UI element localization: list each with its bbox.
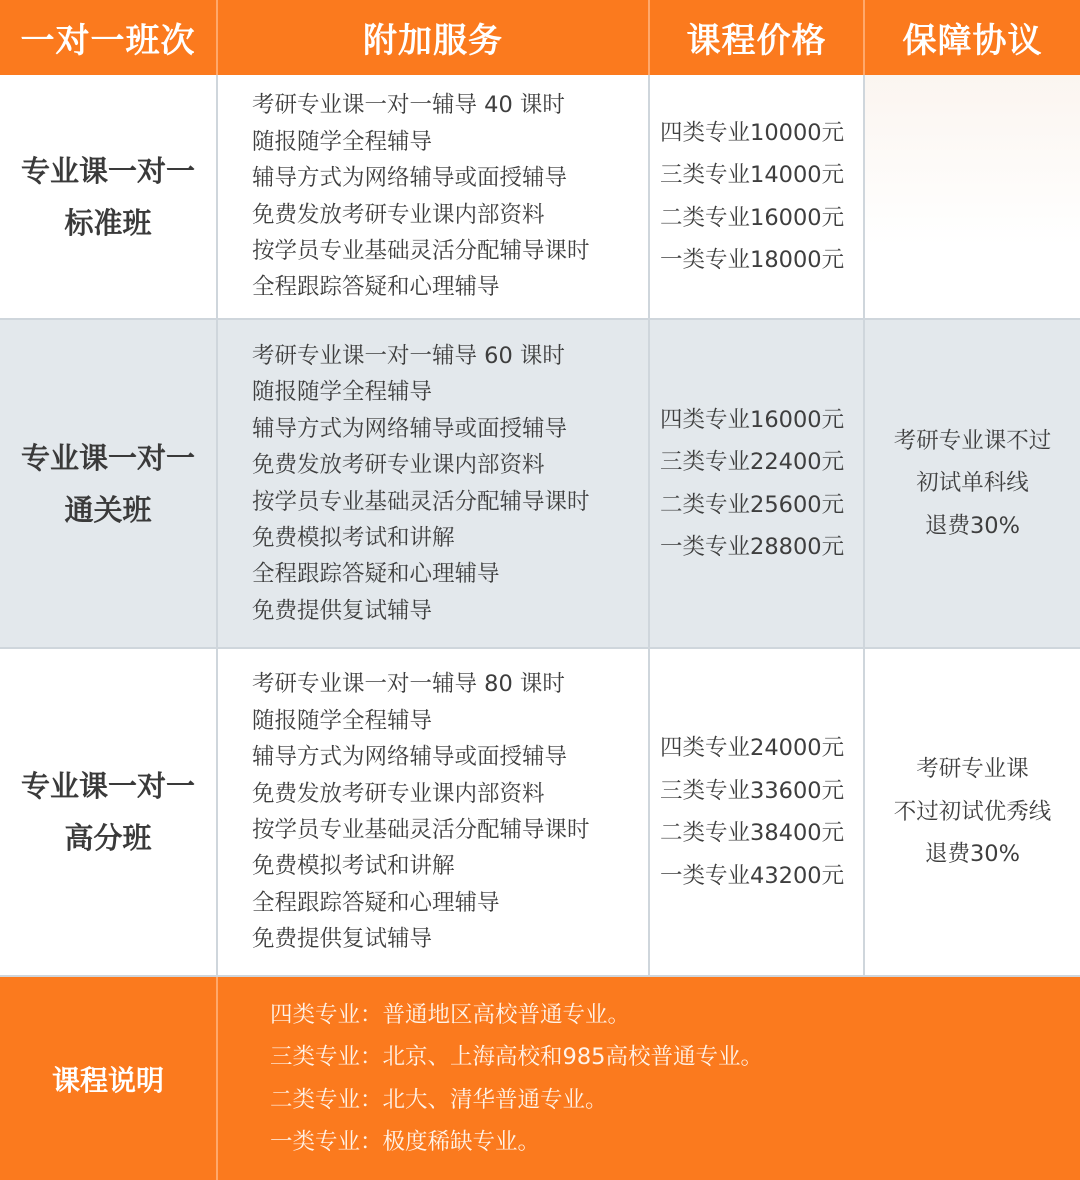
note-item: 一类专业：极度稀缺专业。 [270,1129,541,1155]
guarantee-line: 考研专业课 [916,756,1029,783]
service-item: 辅导方式为网络辅导或面授辅导 [252,744,568,771]
price-item: 二类专业25600元 [660,491,845,518]
service-item: 按学员专业基础灵活分配辅导课时 [252,237,590,264]
row-pass-prices [650,320,865,649]
guarantee-line: 退费30% [924,841,1020,868]
note-item: 三类专业：北京、上海高校和985高校普通专业。 [270,1044,763,1070]
row-standard-name [0,75,218,320]
service-item: 免费发放考研专业课内部资料 [252,452,545,479]
service-item: 考研专业课一对一辅导 80 课时 [252,671,565,698]
service-item: 免费模拟考试和讲解 [252,524,455,551]
row-standard-prices [650,75,865,320]
class-name-line2: 高分班 [64,821,152,855]
service-item: 考研专业课一对一辅导 40 课时 [252,92,565,119]
row-pass-services [218,320,650,649]
class-name-line1: 专业课一对一 [20,153,195,188]
note-item: 二类专业：北大、清华普通专业。 [270,1086,608,1113]
row-highscore-guarantee [865,649,1080,977]
service-item: 按学员专业基础灵活分配辅导课时 [252,817,590,843]
service-item: 全程跟踪答疑和心理辅导 [252,889,500,916]
price-item: 三类专业33600元 [660,777,845,804]
course-notes-label: 课程说明 [0,977,218,1180]
course-notes [218,977,1080,1180]
guarantee-line: 不过初试优秀线 [893,798,1052,825]
price-item: 一类专业28800元 [660,534,845,560]
service-item: 随报随学全程辅导 [252,707,433,734]
service-item: 免费模拟考试和讲解 [252,853,455,880]
service-item: 免费发放考研专业课内部资料 [252,780,545,807]
price-item: 二类专业38400元 [660,820,845,846]
row-highscore-services [218,649,650,977]
class-name-line2: 通关班 [64,492,152,527]
guarantee-line: 退费30% [924,512,1020,539]
class-name-line2: 标准班 [64,205,152,240]
guarantee-line: 初试单科线 [916,470,1029,497]
service-item: 免费发放考研专业课内部资料 [252,201,545,228]
row-pass-guarantee [865,320,1080,649]
row-highscore-prices [650,649,865,977]
price-item: 一类专业43200元 [660,862,845,889]
service-item: 随报随学全程辅导 [252,128,433,155]
service-item: 辅导方式为网络辅导或面授辅导 [252,415,568,442]
price-item: 四类专业24000元 [660,735,845,761]
header-class-type: 一对一班次 [0,0,218,75]
price-item: 三类专业22400元 [660,449,845,475]
service-item: 按学员专业基础灵活分配辅导课时 [252,488,590,515]
header-services: 附加服务 [218,0,650,75]
price-item: 四类专业16000元 [660,406,845,433]
note-item: 四类专业：普通地区高校普通专业。 [270,1001,631,1028]
service-item: 免费提供复试辅导 [252,926,433,953]
service-item: 辅导方式为网络辅导或面授辅导 [252,165,568,192]
class-name-line1: 专业课一对一 [20,769,195,803]
row-pass-name [0,320,218,649]
price-item: 一类专业18000元 [660,247,845,273]
price-item: 二类专业16000元 [660,204,845,231]
row-highscore-name [0,649,218,977]
row-standard-guarantee [865,75,1080,320]
service-item: 考研专业课一对一辅导 60 课时 [252,342,565,369]
class-name-line1: 专业课一对一 [20,440,195,475]
service-item: 全程跟踪答疑和心理辅导 [252,561,500,588]
service-item: 随报随学全程辅导 [252,379,433,406]
service-item: 免费提供复试辅导 [252,597,433,624]
price-item: 四类专业10000元 [660,119,845,146]
row-standard-services [218,75,650,320]
header-price: 课程价格 [650,0,865,75]
service-item: 全程跟踪答疑和心理辅导 [252,274,500,301]
header-guarantee: 保障协议 [865,0,1080,75]
price-item: 三类专业14000元 [660,162,845,188]
guarantee-line: 考研专业课不过 [893,427,1052,454]
